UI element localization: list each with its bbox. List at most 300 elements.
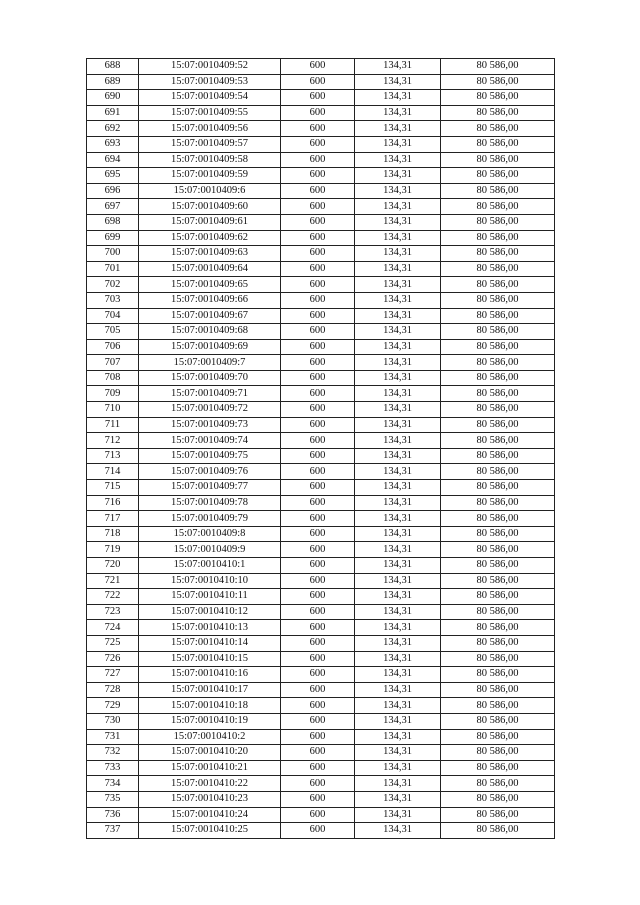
cadastral-value-cell: 80 586,00	[441, 448, 555, 464]
row-number-cell: 711	[87, 417, 139, 433]
table-row	[87, 74, 555, 90]
cadastral-value-cell: 80 586,00	[441, 59, 555, 75]
table-row	[87, 370, 555, 386]
unit-value-cell: 134,31	[355, 402, 441, 418]
row-number-cell: 702	[87, 277, 139, 293]
row-number-cell: 730	[87, 713, 139, 729]
cadastral-value-cell: 80 586,00	[441, 90, 555, 106]
table-row	[87, 292, 555, 308]
area-cell: 600	[281, 682, 355, 698]
cadastral-value-cell: 80 586,00	[441, 402, 555, 418]
cadastral-number-cell: 15:07:0010409:71	[139, 386, 281, 402]
row-number-cell: 732	[87, 745, 139, 761]
table-row	[87, 199, 555, 215]
unit-value-cell: 134,31	[355, 324, 441, 340]
cadastral-number-cell: 15:07:0010410:15	[139, 651, 281, 667]
table-row	[87, 620, 555, 636]
cadastral-value-cell: 80 586,00	[441, 246, 555, 262]
area-cell: 600	[281, 152, 355, 168]
row-number-cell: 716	[87, 495, 139, 511]
area-cell: 600	[281, 542, 355, 558]
cadastral-number-cell: 15:07:0010409:77	[139, 480, 281, 496]
row-number-cell: 726	[87, 651, 139, 667]
row-number-cell: 733	[87, 760, 139, 776]
cadastral-value-cell: 80 586,00	[441, 480, 555, 496]
unit-value-cell: 134,31	[355, 152, 441, 168]
unit-value-cell: 134,31	[355, 386, 441, 402]
area-cell: 600	[281, 589, 355, 605]
area-cell: 600	[281, 433, 355, 449]
cadastral-number-cell: 15:07:0010410:17	[139, 682, 281, 698]
area-cell: 600	[281, 526, 355, 542]
area-cell: 600	[281, 402, 355, 418]
unit-value-cell: 134,31	[355, 261, 441, 277]
row-number-cell: 736	[87, 807, 139, 823]
area-cell: 600	[281, 386, 355, 402]
table-row	[87, 152, 555, 168]
area-cell: 600	[281, 277, 355, 293]
cadastral-value-cell: 80 586,00	[441, 230, 555, 246]
table-row	[87, 651, 555, 667]
area-cell: 600	[281, 573, 355, 589]
row-number-cell: 688	[87, 59, 139, 75]
area-cell: 600	[281, 698, 355, 714]
unit-value-cell: 134,31	[355, 121, 441, 137]
table-row	[87, 807, 555, 823]
unit-value-cell: 134,31	[355, 589, 441, 605]
cadastral-number-cell: 15:07:0010410:1	[139, 558, 281, 574]
cadastral-number-cell: 15:07:0010409:73	[139, 417, 281, 433]
table-row	[87, 635, 555, 651]
cadastral-value-cell: 80 586,00	[441, 807, 555, 823]
cadastral-value-cell: 80 586,00	[441, 682, 555, 698]
area-cell: 600	[281, 324, 355, 340]
cadastral-value-cell: 80 586,00	[441, 635, 555, 651]
area-cell: 600	[281, 417, 355, 433]
cadastral-number-cell: 15:07:0010409:53	[139, 74, 281, 90]
row-number-cell: 731	[87, 729, 139, 745]
cadastral-number-cell: 15:07:0010410:16	[139, 667, 281, 683]
row-number-cell: 704	[87, 308, 139, 324]
cadastral-value-cell: 80 586,00	[441, 760, 555, 776]
unit-value-cell: 134,31	[355, 791, 441, 807]
row-number-cell: 714	[87, 464, 139, 480]
cadastral-number-cell: 15:07:0010409:78	[139, 495, 281, 511]
area-cell: 600	[281, 791, 355, 807]
row-number-cell: 706	[87, 339, 139, 355]
area-cell: 600	[281, 776, 355, 792]
table-row	[87, 90, 555, 106]
unit-value-cell: 134,31	[355, 183, 441, 199]
cadastral-value-cell: 80 586,00	[441, 589, 555, 605]
area-cell: 600	[281, 246, 355, 262]
cadastral-number-cell: 15:07:0010409:70	[139, 370, 281, 386]
unit-value-cell: 134,31	[355, 558, 441, 574]
row-number-cell: 692	[87, 121, 139, 137]
cadastral-number-cell: 15:07:0010410:11	[139, 589, 281, 605]
cadastral-number-cell: 15:07:0010409:67	[139, 308, 281, 324]
unit-value-cell: 134,31	[355, 417, 441, 433]
area-cell: 600	[281, 105, 355, 121]
unit-value-cell: 134,31	[355, 651, 441, 667]
area-cell: 600	[281, 199, 355, 215]
row-number-cell: 693	[87, 136, 139, 152]
unit-value-cell: 134,31	[355, 682, 441, 698]
cadastral-value-cell: 80 586,00	[441, 74, 555, 90]
row-number-cell: 722	[87, 589, 139, 605]
cadastral-value-cell: 80 586,00	[441, 526, 555, 542]
row-number-cell: 712	[87, 433, 139, 449]
cadastral-value-cell: 80 586,00	[441, 791, 555, 807]
cadastral-number-cell: 15:07:0010409:66	[139, 292, 281, 308]
cadastral-value-cell: 80 586,00	[441, 136, 555, 152]
cadastral-number-cell: 15:07:0010409:61	[139, 214, 281, 230]
row-number-cell: 715	[87, 480, 139, 496]
unit-value-cell: 134,31	[355, 760, 441, 776]
table-row	[87, 558, 555, 574]
cadastral-number-cell: 15:07:0010409:8	[139, 526, 281, 542]
unit-value-cell: 134,31	[355, 90, 441, 106]
cadastral-number-cell: 15:07:0010409:56	[139, 121, 281, 137]
row-number-cell: 689	[87, 74, 139, 90]
cadastral-number-cell: 15:07:0010410:19	[139, 713, 281, 729]
unit-value-cell: 134,31	[355, 199, 441, 215]
table-row	[87, 713, 555, 729]
cadastral-value-cell: 80 586,00	[441, 620, 555, 636]
table-row	[87, 480, 555, 496]
row-number-cell: 698	[87, 214, 139, 230]
row-number-cell: 701	[87, 261, 139, 277]
table-row	[87, 355, 555, 371]
table-row	[87, 573, 555, 589]
table-row	[87, 448, 555, 464]
cadastral-number-cell: 15:07:0010409:54	[139, 90, 281, 106]
row-number-cell: 725	[87, 635, 139, 651]
table-row	[87, 729, 555, 745]
cadastral-value-cell: 80 586,00	[441, 355, 555, 371]
unit-value-cell: 134,31	[355, 214, 441, 230]
unit-value-cell: 134,31	[355, 807, 441, 823]
area-cell: 600	[281, 168, 355, 184]
table-row	[87, 682, 555, 698]
table-row	[87, 105, 555, 121]
row-number-cell: 691	[87, 105, 139, 121]
table-row	[87, 776, 555, 792]
table-row	[87, 121, 555, 137]
cadastral-value-cell: 80 586,00	[441, 121, 555, 137]
table-row	[87, 791, 555, 807]
row-number-cell: 695	[87, 168, 139, 184]
cadastral-number-cell: 15:07:0010409:65	[139, 277, 281, 293]
unit-value-cell: 134,31	[355, 480, 441, 496]
cadastral-number-cell: 15:07:0010410:18	[139, 698, 281, 714]
unit-value-cell: 134,31	[355, 308, 441, 324]
cadastral-number-cell: 15:07:0010409:68	[139, 324, 281, 340]
cadastral-value-cell: 80 586,00	[441, 542, 555, 558]
cadastral-value-cell: 80 586,00	[441, 277, 555, 293]
area-cell: 600	[281, 448, 355, 464]
unit-value-cell: 134,31	[355, 464, 441, 480]
cadastral-value-cell: 80 586,00	[441, 651, 555, 667]
cadastral-value-cell: 80 586,00	[441, 339, 555, 355]
unit-value-cell: 134,31	[355, 620, 441, 636]
area-cell: 600	[281, 370, 355, 386]
cadastral-value-cell: 80 586,00	[441, 152, 555, 168]
unit-value-cell: 134,31	[355, 604, 441, 620]
cadastral-value-cell: 80 586,00	[441, 713, 555, 729]
cadastral-value-cell: 80 586,00	[441, 604, 555, 620]
area-cell: 600	[281, 292, 355, 308]
cadastral-value-cell: 80 586,00	[441, 698, 555, 714]
cadastral-value-cell: 80 586,00	[441, 511, 555, 527]
row-number-cell: 696	[87, 183, 139, 199]
unit-value-cell: 134,31	[355, 495, 441, 511]
unit-value-cell: 134,31	[355, 448, 441, 464]
row-number-cell: 703	[87, 292, 139, 308]
table-row	[87, 745, 555, 761]
cadastral-number-cell: 15:07:0010410:14	[139, 635, 281, 651]
area-cell: 600	[281, 464, 355, 480]
cadastral-value-cell: 80 586,00	[441, 433, 555, 449]
row-number-cell: 708	[87, 370, 139, 386]
row-number-cell: 710	[87, 402, 139, 418]
cadastral-number-cell: 15:07:0010409:64	[139, 261, 281, 277]
unit-value-cell: 134,31	[355, 823, 441, 839]
area-cell: 600	[281, 823, 355, 839]
cadastral-value-cell: 80 586,00	[441, 183, 555, 199]
row-number-cell: 700	[87, 246, 139, 262]
cadastral-number-cell: 15:07:0010409:76	[139, 464, 281, 480]
unit-value-cell: 134,31	[355, 433, 441, 449]
unit-value-cell: 134,31	[355, 745, 441, 761]
table-row	[87, 59, 555, 75]
table-row	[87, 136, 555, 152]
table-row	[87, 417, 555, 433]
table-row	[87, 168, 555, 184]
cadastral-number-cell: 15:07:0010409:6	[139, 183, 281, 199]
cadastral-number-cell: 15:07:0010410:21	[139, 760, 281, 776]
row-number-cell: 720	[87, 558, 139, 574]
unit-value-cell: 134,31	[355, 667, 441, 683]
unit-value-cell: 134,31	[355, 729, 441, 745]
cadastral-value-cell: 80 586,00	[441, 292, 555, 308]
row-number-cell: 721	[87, 573, 139, 589]
area-cell: 600	[281, 261, 355, 277]
area-cell: 600	[281, 604, 355, 620]
cadastral-number-cell: 15:07:0010409:57	[139, 136, 281, 152]
cadastral-number-cell: 15:07:0010409:74	[139, 433, 281, 449]
cadastral-number-cell: 15:07:0010410:2	[139, 729, 281, 745]
unit-value-cell: 134,31	[355, 635, 441, 651]
unit-value-cell: 134,31	[355, 776, 441, 792]
row-number-cell: 717	[87, 511, 139, 527]
cadastral-value-cell: 80 586,00	[441, 573, 555, 589]
row-number-cell: 728	[87, 682, 139, 698]
table-row	[87, 698, 555, 714]
table-row	[87, 324, 555, 340]
cadastral-number-cell: 15:07:0010410:12	[139, 604, 281, 620]
unit-value-cell: 134,31	[355, 526, 441, 542]
cadastral-value-cell: 80 586,00	[441, 324, 555, 340]
row-number-cell: 723	[87, 604, 139, 620]
unit-value-cell: 134,31	[355, 136, 441, 152]
cadastral-value-table	[86, 58, 555, 839]
area-cell: 600	[281, 74, 355, 90]
area-cell: 600	[281, 713, 355, 729]
cadastral-number-cell: 15:07:0010410:23	[139, 791, 281, 807]
cadastral-number-cell: 15:07:0010409:69	[139, 339, 281, 355]
cadastral-value-cell: 80 586,00	[441, 105, 555, 121]
unit-value-cell: 134,31	[355, 355, 441, 371]
cadastral-value-cell: 80 586,00	[441, 199, 555, 215]
cadastral-number-cell: 15:07:0010409:60	[139, 199, 281, 215]
cadastral-number-cell: 15:07:0010410:10	[139, 573, 281, 589]
unit-value-cell: 134,31	[355, 292, 441, 308]
cadastral-value-cell: 80 586,00	[441, 558, 555, 574]
area-cell: 600	[281, 355, 355, 371]
area-cell: 600	[281, 667, 355, 683]
table-row	[87, 823, 555, 839]
cadastral-number-cell: 15:07:0010409:55	[139, 105, 281, 121]
area-cell: 600	[281, 807, 355, 823]
table-row	[87, 214, 555, 230]
area-cell: 600	[281, 495, 355, 511]
area-cell: 600	[281, 90, 355, 106]
cadastral-number-cell: 15:07:0010410:13	[139, 620, 281, 636]
table-row	[87, 760, 555, 776]
cadastral-value-cell: 80 586,00	[441, 417, 555, 433]
table-row	[87, 667, 555, 683]
table-row	[87, 277, 555, 293]
row-number-cell: 694	[87, 152, 139, 168]
unit-value-cell: 134,31	[355, 277, 441, 293]
cadastral-value-cell: 80 586,00	[441, 823, 555, 839]
table-row	[87, 261, 555, 277]
area-cell: 600	[281, 511, 355, 527]
unit-value-cell: 134,31	[355, 59, 441, 75]
area-cell: 600	[281, 558, 355, 574]
table-body	[87, 59, 555, 839]
cadastral-value-cell: 80 586,00	[441, 370, 555, 386]
cadastral-number-cell: 15:07:0010409:59	[139, 168, 281, 184]
cadastral-number-cell: 15:07:0010409:63	[139, 246, 281, 262]
cadastral-number-cell: 15:07:0010410:20	[139, 745, 281, 761]
area-cell: 600	[281, 480, 355, 496]
row-number-cell: 719	[87, 542, 139, 558]
unit-value-cell: 134,31	[355, 230, 441, 246]
table-row	[87, 183, 555, 199]
unit-value-cell: 134,31	[355, 713, 441, 729]
unit-value-cell: 134,31	[355, 168, 441, 184]
area-cell: 600	[281, 59, 355, 75]
table-row	[87, 246, 555, 262]
area-cell: 600	[281, 339, 355, 355]
area-cell: 600	[281, 620, 355, 636]
table-row	[87, 464, 555, 480]
area-cell: 600	[281, 760, 355, 776]
unit-value-cell: 134,31	[355, 105, 441, 121]
cadastral-number-cell: 15:07:0010409:58	[139, 152, 281, 168]
cadastral-number-cell: 15:07:0010409:62	[139, 230, 281, 246]
unit-value-cell: 134,31	[355, 511, 441, 527]
row-number-cell: 713	[87, 448, 139, 464]
table-row	[87, 542, 555, 558]
unit-value-cell: 134,31	[355, 370, 441, 386]
cadastral-value-cell: 80 586,00	[441, 776, 555, 792]
cadastral-number-cell: 15:07:0010410:25	[139, 823, 281, 839]
area-cell: 600	[281, 121, 355, 137]
cadastral-value-cell: 80 586,00	[441, 667, 555, 683]
row-number-cell: 690	[87, 90, 139, 106]
table-row	[87, 495, 555, 511]
cadastral-value-cell: 80 586,00	[441, 495, 555, 511]
table-row	[87, 230, 555, 246]
unit-value-cell: 134,31	[355, 573, 441, 589]
cadastral-value-cell: 80 586,00	[441, 261, 555, 277]
row-number-cell: 737	[87, 823, 139, 839]
table-row	[87, 402, 555, 418]
unit-value-cell: 134,31	[355, 74, 441, 90]
table-row	[87, 526, 555, 542]
cadastral-number-cell: 15:07:0010409:75	[139, 448, 281, 464]
row-number-cell: 707	[87, 355, 139, 371]
unit-value-cell: 134,31	[355, 698, 441, 714]
cadastral-number-cell: 15:07:0010410:22	[139, 776, 281, 792]
row-number-cell: 697	[87, 199, 139, 215]
area-cell: 600	[281, 745, 355, 761]
cadastral-number-cell: 15:07:0010410:24	[139, 807, 281, 823]
table-row	[87, 589, 555, 605]
cadastral-value-cell: 80 586,00	[441, 745, 555, 761]
table-row	[87, 604, 555, 620]
cadastral-number-cell: 15:07:0010409:52	[139, 59, 281, 75]
area-cell: 600	[281, 230, 355, 246]
unit-value-cell: 134,31	[355, 339, 441, 355]
cadastral-value-cell: 80 586,00	[441, 386, 555, 402]
row-number-cell: 734	[87, 776, 139, 792]
cadastral-value-cell: 80 586,00	[441, 308, 555, 324]
area-cell: 600	[281, 136, 355, 152]
cadastral-value-cell: 80 586,00	[441, 729, 555, 745]
unit-value-cell: 134,31	[355, 246, 441, 262]
cadastral-number-cell: 15:07:0010409:79	[139, 511, 281, 527]
unit-value-cell: 134,31	[355, 542, 441, 558]
row-number-cell: 705	[87, 324, 139, 340]
table-row	[87, 433, 555, 449]
cadastral-value-cell: 80 586,00	[441, 168, 555, 184]
table-row	[87, 308, 555, 324]
row-number-cell: 729	[87, 698, 139, 714]
area-cell: 600	[281, 651, 355, 667]
cadastral-value-cell: 80 586,00	[441, 214, 555, 230]
row-number-cell: 727	[87, 667, 139, 683]
cadastral-number-cell: 15:07:0010409:7	[139, 355, 281, 371]
area-cell: 600	[281, 635, 355, 651]
row-number-cell: 699	[87, 230, 139, 246]
area-cell: 600	[281, 183, 355, 199]
area-cell: 600	[281, 308, 355, 324]
row-number-cell: 709	[87, 386, 139, 402]
row-number-cell: 718	[87, 526, 139, 542]
area-cell: 600	[281, 729, 355, 745]
table-row	[87, 511, 555, 527]
row-number-cell: 735	[87, 791, 139, 807]
area-cell: 600	[281, 214, 355, 230]
row-number-cell: 724	[87, 620, 139, 636]
table-row	[87, 339, 555, 355]
table-row	[87, 386, 555, 402]
cadastral-value-cell: 80 586,00	[441, 464, 555, 480]
